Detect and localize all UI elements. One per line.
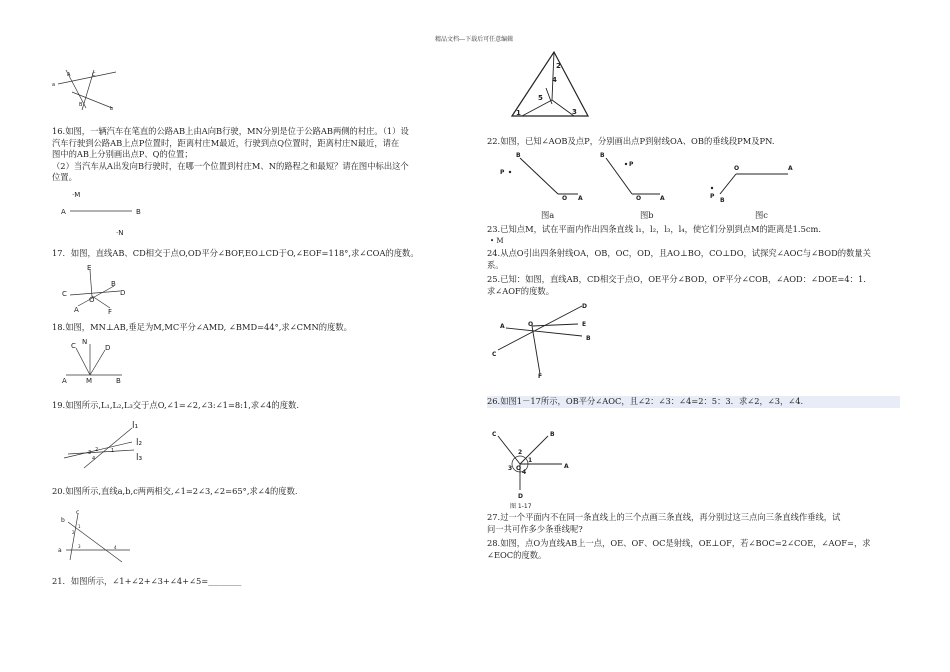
q18-label-N: N	[82, 338, 88, 346]
q26-label-4: 4	[522, 469, 527, 476]
point-M: • M	[490, 237, 504, 245]
q19-label-2: 2	[95, 447, 99, 453]
q25-label-A: A	[500, 323, 505, 330]
triangle-figure	[508, 48, 598, 122]
tri-label-3: 3	[572, 108, 577, 116]
q25-label-C: C	[492, 351, 497, 358]
q22c-label-O: O	[734, 165, 740, 172]
q19-label-l1: l₁	[132, 421, 139, 431]
q22b-label-P: P	[629, 161, 634, 168]
q20-label-1: 1	[78, 524, 81, 529]
top-fig-label-C: C	[92, 72, 96, 78]
question-21: 21．如图所示，∠1+∠2+∠3+∠4+∠5=________	[52, 576, 242, 586]
q26-label-2: 2	[518, 449, 523, 456]
q20-label-3: 3	[78, 544, 81, 549]
q22a-label-P: P	[500, 169, 505, 176]
question-20: 20.如图所示,直线a,b,c两两相交,∠1=2∠3,∠2=65°,求∠4的度数.	[52, 486, 298, 496]
q25-label-D: D	[582, 303, 587, 310]
q18-label-C: C	[71, 342, 76, 350]
q19-label-3: 3	[88, 450, 92, 456]
top-fig-label-a: a	[52, 82, 56, 88]
q25-line: 25.已知：如图，直线AB，CD相交于点O，OE平分∠BOD，OF平分∠COB，∠AOD：∠DOE=4：1.	[487, 274, 866, 284]
top-fig-label-B: B	[79, 102, 83, 108]
q16-line: 16.如图，一辆汽车在笔直的公路AB上由A向B行驶，MN分别是位于公路AB两侧的村庄。（1）设	[52, 126, 409, 136]
top-line-figure	[52, 66, 122, 112]
q26-label-D: D	[518, 493, 523, 500]
question-25	[487, 274, 866, 297]
q26-label-A: A	[564, 463, 569, 470]
page-header: 精品文档---下载后可任意编辑	[435, 36, 514, 43]
question-24	[487, 248, 871, 271]
q25-label-B: B	[586, 335, 591, 342]
q25-label-O: O	[528, 321, 534, 328]
q26-label-C: C	[492, 431, 497, 438]
q17-label-E: E	[87, 264, 92, 272]
q22a-label-B: B	[516, 152, 521, 159]
q26-label-3: 3	[508, 465, 513, 472]
tri-label-2: 2	[556, 62, 561, 70]
q22a-label-O: O	[562, 195, 568, 202]
q24-line: 24.从点O引出四条射线OA，OB，OC，OD，且AO⊥BO，CO⊥DO，试探究∠AOC与∠BOD的数量关	[487, 248, 871, 258]
question-28	[487, 538, 871, 561]
q17-label-F: F	[108, 308, 113, 316]
caption-fig-b: 图b	[640, 210, 654, 220]
q28-line: ∠EOC的度数。	[487, 549, 547, 560]
q25-label-E: E	[582, 321, 587, 328]
q25-line: 求∠AOF的度数。	[487, 285, 554, 296]
question-19: 19.如图所示,L₁,L₂,L₃交于点O,∠1=∠2,∠3:∠1=8:1,求∠4的度数.	[52, 400, 299, 410]
question-23: 23.已知点M，试在平面内作出四条直线 l₁，l₂，l₃，l₄，使它们分别到点M的距离是1.5cm.	[487, 224, 821, 234]
q16-figure	[58, 190, 158, 240]
q22c-label-A: A	[788, 165, 793, 172]
q22b-label-O: O	[636, 195, 642, 202]
question-18: 18.如图，MN⊥AB,垂足为M,MC平分∠AMD, ∠BMD=44°,求∠CMN的度数。	[52, 322, 352, 332]
question-27	[487, 512, 840, 535]
q25-label-F: F	[538, 373, 543, 380]
q17-label-C: C	[62, 290, 67, 298]
q22-figure-a	[490, 150, 583, 206]
q19-label-l3: l₃	[136, 453, 143, 463]
q17-label-B: B	[111, 280, 116, 288]
q28-line: 28.如图，点O为直线AB上一点，OE、OF、OC是射线，OE⊥OF，若∠BOC=2∠COE，∠AOF=，求	[487, 538, 871, 548]
q20-label-a: a	[58, 547, 62, 554]
q19-label-l2: l₂	[136, 438, 143, 448]
q26-label-B: B	[550, 431, 555, 438]
tri-label-5: 5	[538, 94, 543, 102]
q16-line: 汽车行驶到公路AB上点P位置时，距离村庄M最近，行驶到点Q位置时，距离村庄N最近，请在	[52, 137, 400, 148]
question-26: 26.如图1－17所示，OB平分∠AOC，且∠2：∠3：∠4=2：5：3．求∠2，∠3，∠4.	[487, 396, 900, 408]
q18-label-B: B	[116, 377, 121, 385]
q26-label-O: O	[516, 465, 522, 472]
q16-label-A: A	[61, 208, 66, 216]
q20-label-4: 4	[114, 545, 117, 550]
top-fig-label-b: b	[110, 106, 114, 112]
q18-figure	[60, 338, 130, 388]
q16-line: 图中的AB上分别画出点P、Q的位置；	[52, 149, 193, 159]
q22-figure-c	[700, 150, 800, 206]
q24-line: 系。	[487, 259, 504, 270]
tri-label-4: 4	[552, 76, 557, 84]
q26-label-1: 1	[528, 457, 533, 464]
q22c-label-P: P	[710, 193, 715, 200]
q26-caption: 图 1-17	[510, 503, 532, 510]
q16-label-N: ·N	[116, 229, 124, 237]
caption-fig-a: 图a	[541, 210, 555, 220]
q25-figure	[492, 300, 602, 380]
q17-figure	[60, 262, 130, 316]
q22a-label-A: A	[578, 195, 583, 202]
q17-label-O: O	[89, 296, 95, 304]
q19-label-4: 4	[92, 456, 96, 462]
q18-label-D: D	[105, 344, 111, 352]
q18-label-A: A	[62, 377, 67, 385]
q27-line: 问一共可作多少条垂线呢?	[487, 523, 583, 534]
q20-label-b: b	[61, 517, 65, 524]
top-fig-label-A: A	[67, 72, 71, 78]
q16-label-B: B	[136, 208, 141, 216]
q19-label-1: 1	[111, 448, 115, 454]
q17-label-D: D	[120, 289, 126, 297]
q22b-label-A: A	[660, 195, 665, 202]
q17-label-A: A	[74, 306, 79, 314]
tri-label-1: 1	[516, 109, 521, 117]
q20-figure	[58, 504, 138, 564]
q20-label-c: c	[76, 509, 80, 516]
q20-label-2: 2	[72, 530, 75, 535]
question-17: 17．如图，直线AB、CD相交于点O,OD平分∠BOF,EO⊥CD于O,∠EOF=118°,求∠COA的度数。	[52, 248, 419, 258]
question-22: 22.如图，已知∠AOB及点P，分别画出点P到射线OA、OB的垂线段PM及PN.	[487, 136, 775, 146]
q27-line: 27.过一个平面内不在同一条直线上的三个点画三条直线，再分别过这三点向三条直线作垂线，试	[487, 512, 841, 522]
q19-figure	[62, 414, 162, 474]
q22b-label-B: B	[600, 152, 605, 159]
q16-line: 位置。	[52, 172, 77, 182]
q16-line: （2）当汽车从A出发向B行驶时，在哪一个位置到村庄M、N的路程之和最短？请在图中标出这个	[52, 160, 409, 171]
q16-label-M: ·M	[72, 191, 81, 199]
q22-figure-b	[596, 150, 676, 206]
q22c-label-B: B	[720, 197, 725, 204]
q18-label-M: M	[86, 377, 93, 385]
question-16	[52, 126, 409, 184]
q26-figure	[488, 424, 578, 508]
caption-fig-c: 图c	[755, 210, 768, 220]
